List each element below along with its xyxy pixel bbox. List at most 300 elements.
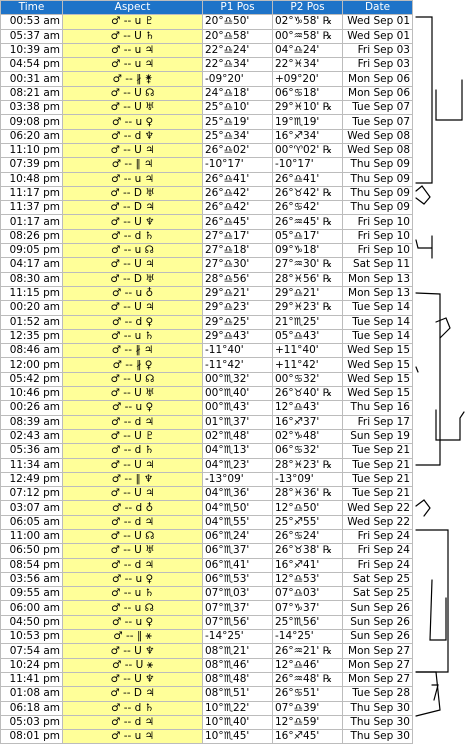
table-row[interactable]	[1, 301, 413, 315]
p1-pos-cell: 26°♎41'	[203, 172, 273, 186]
table-row[interactable]	[1, 344, 413, 358]
table-row[interactable]	[1, 101, 413, 115]
date-cell: Fri Sep 10	[343, 215, 413, 229]
p1-pos-cell: 22°♎34'	[203, 58, 273, 72]
aspect-cell: ♂ -- d ♃	[63, 515, 203, 529]
p2-pos-cell: 05°♎43'	[273, 329, 343, 343]
p1-pos-cell: 04°♏55'	[203, 515, 273, 529]
table-row[interactable]	[1, 615, 413, 629]
aspect-cell: ♂ -- U ⚹	[63, 658, 203, 672]
table-row[interactable]	[1, 415, 413, 429]
time-cell: 03:38 pm	[1, 101, 63, 115]
time-cell: 08:21 am	[1, 86, 63, 100]
p1-pos-cell: 27°♎17'	[203, 229, 273, 243]
p1-pos-cell: -13°09'	[203, 472, 273, 486]
date-cell: Fri Sep 24	[343, 529, 413, 543]
date-cell: Thu Sep 09	[343, 158, 413, 172]
p2-pos-cell: 29°♎21'	[273, 286, 343, 300]
header-time[interactable]: Time	[1, 1, 63, 15]
date-cell: Tue Sep 14	[343, 301, 413, 315]
p2-pos-cell: 04°♎24'	[273, 43, 343, 57]
date-cell: Tue Sep 07	[343, 101, 413, 115]
p1-pos-cell: 06°♏37'	[203, 544, 273, 558]
time-cell: 00:53 am	[1, 15, 63, 29]
time-cell: 08:30 am	[1, 272, 63, 286]
p1-pos-cell: 07°♏56'	[203, 615, 273, 629]
table-row[interactable]	[1, 529, 413, 543]
p1-pos-cell: 25°♎19'	[203, 115, 273, 129]
p1-pos-cell: 01°♏37'	[203, 415, 273, 429]
p1-pos-cell: 04°♏13'	[203, 444, 273, 458]
table-row[interactable]	[1, 172, 413, 186]
date-cell: Mon Sep 13	[343, 272, 413, 286]
p2-pos-cell: 26°♋51'	[273, 687, 343, 701]
aspect-cell: ♂ -- d ♆	[63, 129, 203, 143]
table-row[interactable]	[1, 215, 413, 229]
table-row[interactable]	[1, 29, 413, 43]
date-cell: Sat Sep 11	[343, 258, 413, 272]
table-row[interactable]	[1, 272, 413, 286]
p1-pos-cell: 22°♎24'	[203, 43, 273, 57]
p1-pos-cell: 27°♎18'	[203, 244, 273, 258]
time-cell: 08:46 am	[1, 344, 63, 358]
aspect-cell: ♂ -- U ♆	[63, 672, 203, 686]
p2-pos-cell: 06°♋18'	[273, 86, 343, 100]
table-row[interactable]	[1, 115, 413, 129]
p2-pos-cell: 07°♎03'	[273, 587, 343, 601]
time-cell: 04:54 pm	[1, 58, 63, 72]
date-cell: Thu Sep 09	[343, 186, 413, 200]
time-cell: 11:00 am	[1, 529, 63, 543]
time-cell: 06:50 pm	[1, 544, 63, 558]
aspect-cell: ♂ -- U ☊	[63, 372, 203, 386]
p1-pos-cell: -14°25'	[203, 630, 273, 644]
time-cell: 11:34 am	[1, 458, 63, 472]
date-cell: Sat Sep 25	[343, 572, 413, 586]
aspect-cell: ♂ -- d ♃	[63, 558, 203, 572]
date-cell: Fri Sep 10	[343, 229, 413, 243]
date-cell: Fri Sep 24	[343, 544, 413, 558]
p1-pos-cell: 04°♏36'	[203, 487, 273, 501]
time-cell: 00:20 am	[1, 301, 63, 315]
time-cell: 08:01 pm	[1, 730, 63, 744]
date-cell: Wed Sep 08	[343, 143, 413, 157]
aspect-cell: ♂ -- u ♇	[63, 15, 203, 29]
p2-pos-cell: 26°♒48' ℞	[273, 672, 343, 686]
p1-pos-cell: 07°♏03'	[203, 587, 273, 601]
table-row[interactable]	[1, 158, 413, 172]
p2-pos-cell: 05°♎17'	[273, 229, 343, 243]
aspect-cell: ♂ -- U ♆	[63, 215, 203, 229]
p2-pos-cell: 26°♎41'	[273, 172, 343, 186]
p2-pos-cell: 06°♋32'	[273, 444, 343, 458]
aspect-cell: ♂ -- u ☊	[63, 244, 203, 258]
table-row[interactable]	[1, 715, 413, 729]
p1-pos-cell: -09°20'	[203, 72, 273, 86]
date-cell: Wed Sep 22	[343, 501, 413, 515]
aspect-cell: ♂ -- u ♃	[63, 172, 203, 186]
header-p2-pos[interactable]: P2 Pos	[273, 1, 343, 15]
date-cell: Thu Sep 30	[343, 715, 413, 729]
p2-pos-cell: 26°♉42' ℞	[273, 186, 343, 200]
p2-pos-cell: 28°♓56' ℞	[273, 272, 343, 286]
date-cell: Tue Sep 14	[343, 329, 413, 343]
table-row[interactable]	[1, 329, 413, 343]
aspect-cell: ♂ -- D ♃	[63, 201, 203, 215]
aspect-cell: ♂ -- d ♄	[63, 444, 203, 458]
p1-pos-cell: 07°♏37'	[203, 601, 273, 615]
p2-pos-cell: 28°♓36' ℞	[273, 487, 343, 501]
aspect-cell: ♂ -- U ♃	[63, 301, 203, 315]
p1-pos-cell: 00°♏40'	[203, 387, 273, 401]
aspect-cell: ♂ -- U ♆	[63, 644, 203, 658]
date-cell: Tue Sep 21	[343, 487, 413, 501]
table-row[interactable]	[1, 558, 413, 572]
time-cell: 11:15 pm	[1, 286, 63, 300]
p2-pos-cell: 28°♓23' ℞	[273, 458, 343, 472]
aspect-cell: ♂ -- D ♃	[63, 687, 203, 701]
p2-pos-cell: -14°25'	[273, 630, 343, 644]
time-cell: 05:36 am	[1, 444, 63, 458]
date-cell: Thu Sep 16	[343, 401, 413, 415]
date-cell: Wed Sep 01	[343, 15, 413, 29]
p2-pos-cell: 16°♐34'	[273, 129, 343, 143]
table-row[interactable]	[1, 43, 413, 57]
p2-pos-cell: 29°♓23' ℞	[273, 301, 343, 315]
table-row[interactable]	[1, 15, 413, 29]
date-cell: Fri Sep 10	[343, 244, 413, 258]
date-cell: Mon Sep 06	[343, 72, 413, 86]
p2-pos-cell: -13°09'	[273, 472, 343, 486]
p1-pos-cell: 10°♏40'	[203, 715, 273, 729]
header-date[interactable]: Date	[343, 1, 413, 15]
date-cell: Fri Sep 24	[343, 558, 413, 572]
aspect-cell: ♂ -- ∥ ♆	[63, 472, 203, 486]
p1-pos-cell: 04°♏50'	[203, 501, 273, 515]
p1-pos-cell: -11°40'	[203, 344, 273, 358]
aspect-cell: ♂ -- u ♀	[63, 115, 203, 129]
table-row[interactable]	[1, 444, 413, 458]
header-aspect[interactable]: Aspect	[63, 1, 203, 15]
aspect-cell: ♂ -- u ☊	[63, 601, 203, 615]
time-cell: 06:05 am	[1, 515, 63, 529]
p2-pos-cell: 26°♋24'	[273, 529, 343, 543]
p2-pos-cell: 12°♎46'	[273, 658, 343, 672]
table-row[interactable]	[1, 258, 413, 272]
table-row[interactable]	[1, 429, 413, 443]
date-cell: Wed Sep 15	[343, 372, 413, 386]
date-cell: Wed Sep 01	[343, 29, 413, 43]
table-row[interactable]	[1, 487, 413, 501]
p2-pos-cell: 02°♑58' ℞	[273, 15, 343, 29]
p1-pos-cell: 29°♎21'	[203, 286, 273, 300]
aspect-cell: ♂ -- D ♅	[63, 186, 203, 200]
aspect-cell: ♂ -- u ♀	[63, 401, 203, 415]
p2-pos-cell: 26°♉40' ℞	[273, 387, 343, 401]
p2-pos-cell: 27°♒30' ℞	[273, 258, 343, 272]
time-cell: 00:26 am	[1, 401, 63, 415]
table-row[interactable]	[1, 244, 413, 258]
p1-pos-cell: 20°♎50'	[203, 15, 273, 29]
p2-pos-cell: 19°♏19'	[273, 115, 343, 129]
aspect-cell: ♂ -- u ♃	[63, 58, 203, 72]
table-row[interactable]	[1, 587, 413, 601]
table-row[interactable]	[1, 658, 413, 672]
time-cell: 11:41 pm	[1, 672, 63, 686]
aspect-cell: ♂ -- d ♃	[63, 415, 203, 429]
p1-pos-cell: 26°♎42'	[203, 201, 273, 215]
aspect-cell: ♂ -- U ♃	[63, 458, 203, 472]
table-row[interactable]	[1, 229, 413, 243]
time-cell: 09:55 am	[1, 587, 63, 601]
table-row[interactable]	[1, 372, 413, 386]
p1-pos-cell: 08°♏21'	[203, 644, 273, 658]
time-cell: 01:17 am	[1, 215, 63, 229]
p2-pos-cell: 26°♉38' ℞	[273, 544, 343, 558]
aspect-cell: ♂ -- U ♄	[63, 29, 203, 43]
p1-pos-cell: 06°♏24'	[203, 529, 273, 543]
table-row[interactable]	[1, 401, 413, 415]
time-cell: 01:52 am	[1, 315, 63, 329]
p2-pos-cell: -10°17'	[273, 158, 343, 172]
date-cell: Mon Sep 27	[343, 644, 413, 658]
time-cell: 05:42 pm	[1, 372, 63, 386]
table-row[interactable]	[1, 687, 413, 701]
p2-pos-cell: +09°20'	[273, 72, 343, 86]
table-row[interactable]	[1, 472, 413, 486]
date-cell: Mon Sep 13	[343, 286, 413, 300]
aspect-cell: ♂ -- U ♅	[63, 387, 203, 401]
time-cell: 05:03 pm	[1, 715, 63, 729]
aspect-cell: ♂ -- ∦ ♃	[63, 344, 203, 358]
time-cell: 03:07 am	[1, 501, 63, 515]
time-cell: 11:37 pm	[1, 201, 63, 215]
p1-pos-cell: 27°♎30'	[203, 258, 273, 272]
table-row[interactable]	[1, 58, 413, 72]
time-cell: 00:31 am	[1, 72, 63, 86]
aspect-cell: ♂ -- U ☊	[63, 86, 203, 100]
p2-pos-cell: 02°♑48'	[273, 429, 343, 443]
table-row[interactable]	[1, 544, 413, 558]
time-cell: 08:26 pm	[1, 229, 63, 243]
date-cell: Wed Sep 08	[343, 129, 413, 143]
date-cell: Wed Sep 15	[343, 358, 413, 372]
table-row[interactable]	[1, 387, 413, 401]
p2-pos-cell: 07°♑37'	[273, 601, 343, 615]
table-row[interactable]	[1, 730, 413, 744]
date-cell: Tue Sep 28	[343, 687, 413, 701]
date-cell: Sun Sep 26	[343, 630, 413, 644]
p2-pos-cell: 16°♐37'	[273, 415, 343, 429]
date-cell: Thu Sep 30	[343, 730, 413, 744]
table-row[interactable]	[1, 286, 413, 300]
time-cell: 12:00 pm	[1, 358, 63, 372]
p1-pos-cell: 10°♏22'	[203, 701, 273, 715]
date-cell: Tue Sep 21	[343, 444, 413, 458]
date-cell: Thu Sep 09	[343, 172, 413, 186]
p2-pos-cell: +11°40'	[273, 344, 343, 358]
table-row[interactable]	[1, 572, 413, 586]
date-cell: Wed Sep 15	[343, 387, 413, 401]
time-cell: 03:56 am	[1, 572, 63, 586]
p1-pos-cell: 06°♏53'	[203, 572, 273, 586]
aspect-cell: ♂ -- U ♃	[63, 487, 203, 501]
time-cell: 01:08 am	[1, 687, 63, 701]
p2-pos-cell: 26°♒21' ℞	[273, 644, 343, 658]
p1-pos-cell: 02°♏48'	[203, 429, 273, 443]
date-cell: Wed Sep 22	[343, 515, 413, 529]
table-row[interactable]	[1, 358, 413, 372]
header-p1-pos[interactable]: P1 Pos	[203, 1, 273, 15]
aspect-cell: ♂ -- ∦ ⚵	[63, 72, 203, 86]
aspect-cell: ♂ -- U ♃	[63, 258, 203, 272]
p1-pos-cell: -11°42'	[203, 358, 273, 372]
p2-pos-cell: 26°♋42'	[273, 201, 343, 215]
handwritten-bracket-annotations	[412, 0, 472, 729]
p2-pos-cell: 29°♓10' ℞	[273, 101, 343, 115]
date-cell: Tue Sep 14	[343, 315, 413, 329]
date-cell: Fri Sep 03	[343, 43, 413, 57]
date-cell: Mon Sep 06	[343, 86, 413, 100]
table-row[interactable]	[1, 315, 413, 329]
time-cell: 05:37 am	[1, 29, 63, 43]
aspect-cell: ♂ -- d ♄	[63, 701, 203, 715]
aspect-cell: ♂ -- u ♄	[63, 329, 203, 343]
p2-pos-cell: 22°♓34'	[273, 58, 343, 72]
time-cell: 12:49 pm	[1, 472, 63, 486]
aspect-cell: ♂ -- ∦ ♀	[63, 358, 203, 372]
date-cell: Wed Sep 15	[343, 344, 413, 358]
aspect-cell: ♂ -- u ♄	[63, 587, 203, 601]
table-row[interactable]	[1, 701, 413, 715]
p1-pos-cell: 00°♏32'	[203, 372, 273, 386]
p2-pos-cell: 00°♈02' ℞	[273, 143, 343, 157]
time-cell: 06:18 am	[1, 701, 63, 715]
table-row[interactable]	[1, 515, 413, 529]
date-cell: Sat Sep 25	[343, 587, 413, 601]
aspect-cell: ♂ -- u ♁	[63, 286, 203, 300]
table-row[interactable]	[1, 672, 413, 686]
date-cell: Mon Sep 27	[343, 658, 413, 672]
table-row[interactable]	[1, 458, 413, 472]
aspect-cell: ♂ -- U ♅	[63, 544, 203, 558]
time-cell: 02:43 am	[1, 429, 63, 443]
date-cell: Fri Sep 03	[343, 58, 413, 72]
p2-pos-cell: +11°42'	[273, 358, 343, 372]
aspect-cell: ♂ -- u ♃	[63, 730, 203, 744]
p1-pos-cell: 25°♎10'	[203, 101, 273, 115]
date-cell: Tue Sep 21	[343, 472, 413, 486]
time-cell: 07:39 pm	[1, 158, 63, 172]
aspect-cell: ♂ -- d ♄	[63, 229, 203, 243]
time-cell: 11:17 pm	[1, 186, 63, 200]
p1-pos-cell: 06°♏41'	[203, 558, 273, 572]
p1-pos-cell: 29°♎23'	[203, 301, 273, 315]
p2-pos-cell: 16°♐41'	[273, 558, 343, 572]
p2-pos-cell: 12°♎53'	[273, 572, 343, 586]
aspect-cell: ♂ -- ∥ ♃	[63, 158, 203, 172]
p2-pos-cell: 12°♎50'	[273, 501, 343, 515]
date-cell: Tue Sep 07	[343, 115, 413, 129]
aspect-cell: ♂ -- U ☊	[63, 529, 203, 543]
p1-pos-cell: 08°♏51'	[203, 687, 273, 701]
p1-pos-cell: 24°♎18'	[203, 86, 273, 100]
aspect-cell: ♂ -- ∥ ⚹	[63, 630, 203, 644]
table-row[interactable]	[1, 86, 413, 100]
time-cell: 10:24 pm	[1, 658, 63, 672]
p2-pos-cell: 00°♒58' ℞	[273, 29, 343, 43]
time-cell: 06:00 am	[1, 601, 63, 615]
time-cell: 11:10 pm	[1, 143, 63, 157]
aspect-cell: ♂ -- U ♅	[63, 101, 203, 115]
aspect-cell: ♂ -- U ♃	[63, 143, 203, 157]
p1-pos-cell: -10°17'	[203, 158, 273, 172]
aspect-cell: ♂ -- u ♃	[63, 43, 203, 57]
table-row[interactable]	[1, 72, 413, 86]
header-row	[1, 1, 413, 15]
time-cell: 10:53 pm	[1, 630, 63, 644]
date-cell: Fri Sep 17	[343, 415, 413, 429]
date-cell: Sun Sep 26	[343, 615, 413, 629]
time-cell: 09:05 pm	[1, 244, 63, 258]
time-cell: 06:20 am	[1, 129, 63, 143]
p1-pos-cell: 29°♎25'	[203, 315, 273, 329]
aspect-cell: ♂ -- d ♃	[63, 715, 203, 729]
p2-pos-cell: 09°♑18'	[273, 244, 343, 258]
p2-pos-cell: 07°♎39'	[273, 701, 343, 715]
p2-pos-cell: 26°♒45' ℞	[273, 215, 343, 229]
p1-pos-cell: 28°♎56'	[203, 272, 273, 286]
p2-pos-cell: 21°♏25'	[273, 315, 343, 329]
p1-pos-cell: 26°♎02'	[203, 143, 273, 157]
table-row[interactable]	[1, 630, 413, 644]
p2-pos-cell: 12°♎43'	[273, 401, 343, 415]
p1-pos-cell: 00°♏43'	[203, 401, 273, 415]
date-cell: Thu Sep 30	[343, 701, 413, 715]
table-row[interactable]	[1, 501, 413, 515]
aspect-cell: ♂ -- u ♀	[63, 572, 203, 586]
time-cell: 08:39 am	[1, 415, 63, 429]
table-row[interactable]	[1, 143, 413, 157]
aspect-cell: ♂ -- d ♁	[63, 501, 203, 515]
p1-pos-cell: 25°♎34'	[203, 129, 273, 143]
table-row[interactable]	[1, 644, 413, 658]
date-cell: Sun Sep 19	[343, 429, 413, 443]
time-cell: 04:50 pm	[1, 615, 63, 629]
table-row[interactable]	[1, 186, 413, 200]
p2-pos-cell: 25°♏56'	[273, 615, 343, 629]
time-cell: 10:46 pm	[1, 387, 63, 401]
aspect-cell: ♂ -- U ♇	[63, 429, 203, 443]
time-cell: 12:35 pm	[1, 329, 63, 343]
table-row[interactable]	[1, 201, 413, 215]
p2-pos-cell: 00°♋32'	[273, 372, 343, 386]
time-cell: 08:54 pm	[1, 558, 63, 572]
date-cell: Tue Sep 21	[343, 458, 413, 472]
p2-pos-cell: 12°♎59'	[273, 715, 343, 729]
time-cell: 07:12 pm	[1, 487, 63, 501]
table-row[interactable]	[1, 601, 413, 615]
p1-pos-cell: 26°♎42'	[203, 186, 273, 200]
aspect-cell: ♂ -- d ♀	[63, 315, 203, 329]
p1-pos-cell: 08°♏48'	[203, 672, 273, 686]
time-cell: 10:39 am	[1, 43, 63, 57]
table-row[interactable]	[1, 129, 413, 143]
p1-pos-cell: 08°♏46'	[203, 658, 273, 672]
p2-pos-cell: 25°♐55'	[273, 515, 343, 529]
date-cell: Thu Sep 09	[343, 201, 413, 215]
date-cell: Mon Sep 27	[343, 672, 413, 686]
